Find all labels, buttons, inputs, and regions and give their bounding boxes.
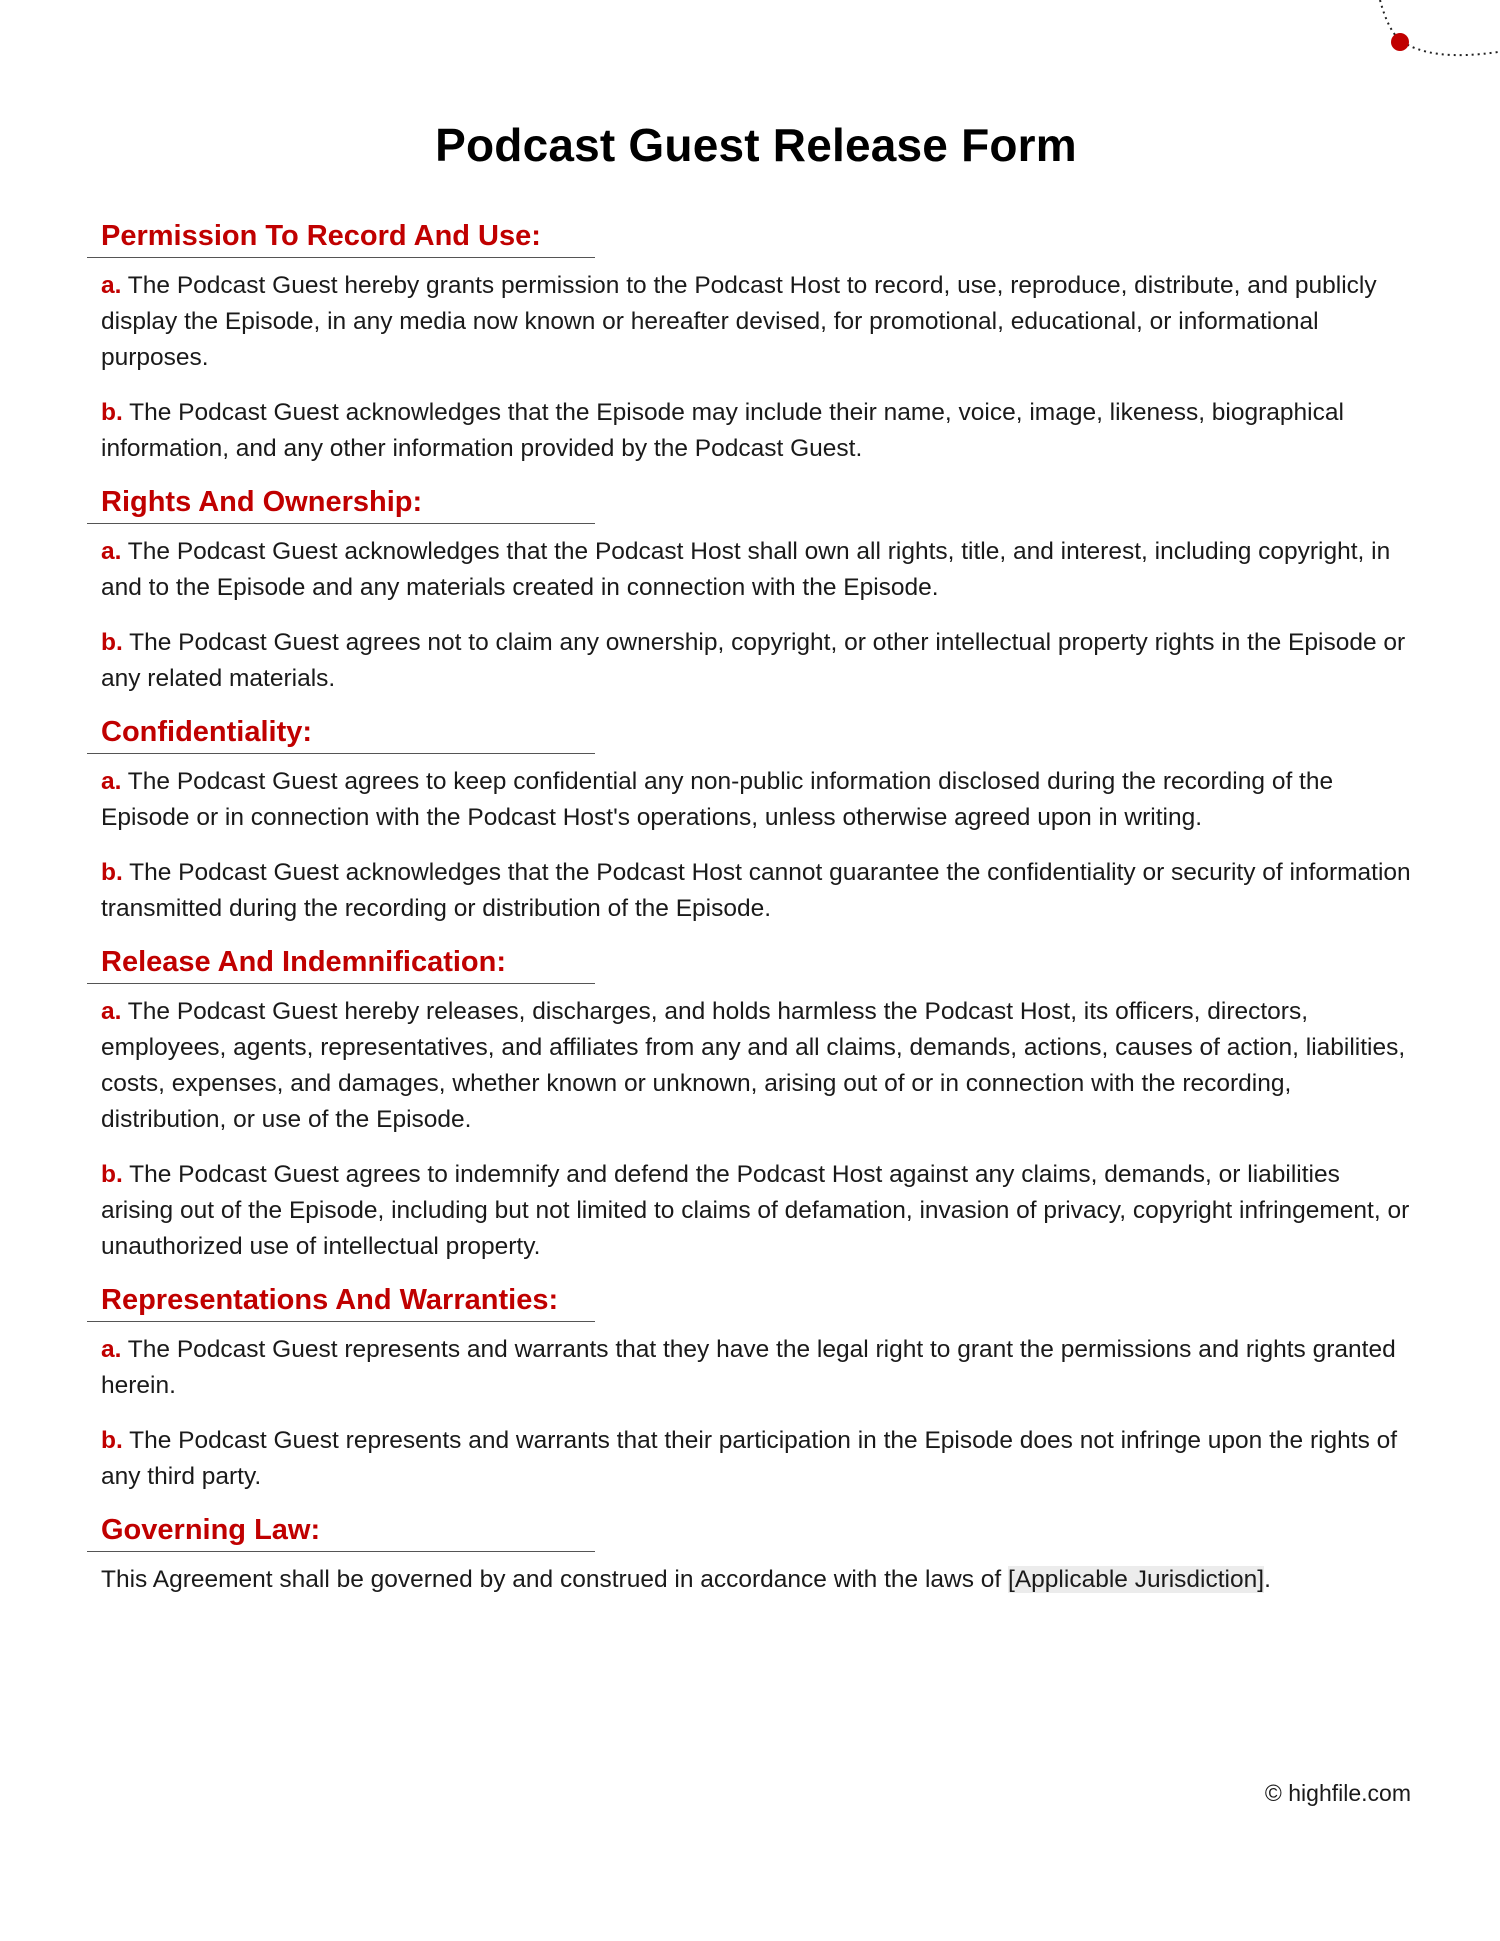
clause-text: The Podcast Guest agrees to indemnify and defend the Podcast Host against any claims, demands, or liabilities arising out of the Episode, including but not limited to claims of defamation, invasion of privacy, copyright infringement, or unauthorized use of intellectual property. bbox=[101, 1161, 1410, 1260]
clause-marker: a. bbox=[101, 998, 122, 1025]
section-heading: Governing Law: bbox=[87, 1514, 595, 1552]
clause-paragraph bbox=[101, 268, 1411, 376]
section-governing-law bbox=[101, 1514, 1411, 1598]
clause-marker: b. bbox=[101, 859, 123, 886]
document-title: Podcast Guest Release Form bbox=[435, 119, 1077, 171]
clause-text: The Podcast Guest hereby grants permission to the Podcast Host to record, use, reproduce, distribute, and publicly display the Episode, in any media now known or hereafter devised, for promotional, educational, or informational purposes. bbox=[101, 272, 1377, 371]
clause-text: The Podcast Guest agrees to keep confidential any non-public information disclosed during the recording of the Episode or in connection with the Podcast Host's operations, unless otherwise agreed upon in writing. bbox=[101, 768, 1334, 831]
clause-marker: b. bbox=[101, 1427, 123, 1454]
clause-paragraph bbox=[101, 764, 1411, 836]
clause-text: The Podcast Guest agrees not to claim any ownership, copyright, or other intellectual property rights in the Episode or any related materials. bbox=[101, 629, 1406, 692]
clause-text: The Podcast Guest hereby releases, discharges, and holds harmless the Podcast Host, its officers, directors, employees, agents, representatives, and affiliates from any and all claims, demands, actions, causes of action, liabilities, costs, expenses, and damages, whether known or unknown, arising out of or in connection with the recording, distribution, or use of the Episode. bbox=[101, 998, 1406, 1133]
section-permission bbox=[101, 220, 1411, 467]
clause-paragraph bbox=[101, 1157, 1411, 1265]
section-heading: Confidentiality: bbox=[87, 716, 595, 754]
clause-paragraph bbox=[101, 994, 1411, 1138]
clause-text: The Podcast Guest acknowledges that the Podcast Host cannot guarantee the confidentiality or security of information transmitted during the recording or distribution of the Episode. bbox=[101, 859, 1411, 922]
clause-marker: a. bbox=[101, 768, 122, 795]
clause-marker: a. bbox=[101, 538, 122, 565]
governing-law-paragraph bbox=[101, 1562, 1411, 1598]
corner-decoration bbox=[1370, 0, 1500, 80]
section-representations bbox=[101, 1284, 1411, 1495]
clause-marker: b. bbox=[101, 1161, 123, 1188]
governing-law-end: . bbox=[1264, 1566, 1271, 1593]
document-page bbox=[101, 118, 1411, 1617]
section-heading: Release And Indemnification: bbox=[87, 946, 595, 984]
clause-paragraph bbox=[101, 395, 1411, 467]
clause-paragraph bbox=[101, 855, 1411, 927]
section-confidentiality bbox=[101, 716, 1411, 927]
section-heading: Representations And Warranties: bbox=[87, 1284, 595, 1322]
clause-marker: b. bbox=[101, 629, 123, 656]
clause-paragraph bbox=[101, 1332, 1411, 1404]
jurisdiction-placeholder[interactable]: [Applicable Jurisdiction] bbox=[1008, 1566, 1265, 1593]
clause-marker: b. bbox=[101, 399, 123, 426]
section-release bbox=[101, 946, 1411, 1265]
clause-paragraph bbox=[101, 534, 1411, 606]
clause-marker: a. bbox=[101, 272, 122, 299]
clause-text: The Podcast Guest represents and warrants that their participation in the Episode does not infringe upon the rights of any third party. bbox=[101, 1427, 1398, 1490]
clause-text: The Podcast Guest acknowledges that the Episode may include their name, voice, image, likeness, biographical information, and any other information provided by the Podcast Guest. bbox=[101, 399, 1344, 462]
clause-paragraph bbox=[101, 625, 1411, 697]
governing-law-text: This Agreement shall be governed by and construed in accordance with the laws of bbox=[101, 1566, 1009, 1593]
clause-text: The Podcast Guest represents and warrants that they have the legal right to grant the permissions and rights granted herein. bbox=[101, 1336, 1396, 1399]
copyright-footer: © highfile.com bbox=[1264, 1780, 1411, 1806]
section-heading: Rights And Ownership: bbox=[87, 486, 595, 524]
clause-marker: a. bbox=[101, 1336, 122, 1363]
section-heading: Permission To Record And Use: bbox=[87, 220, 595, 258]
section-rights bbox=[101, 486, 1411, 697]
clause-paragraph bbox=[101, 1423, 1411, 1495]
clause-text: The Podcast Guest acknowledges that the Podcast Host shall own all rights, title, and interest, including copyright, in and to the Episode and any materials created in connection with the Episode. bbox=[101, 538, 1391, 601]
